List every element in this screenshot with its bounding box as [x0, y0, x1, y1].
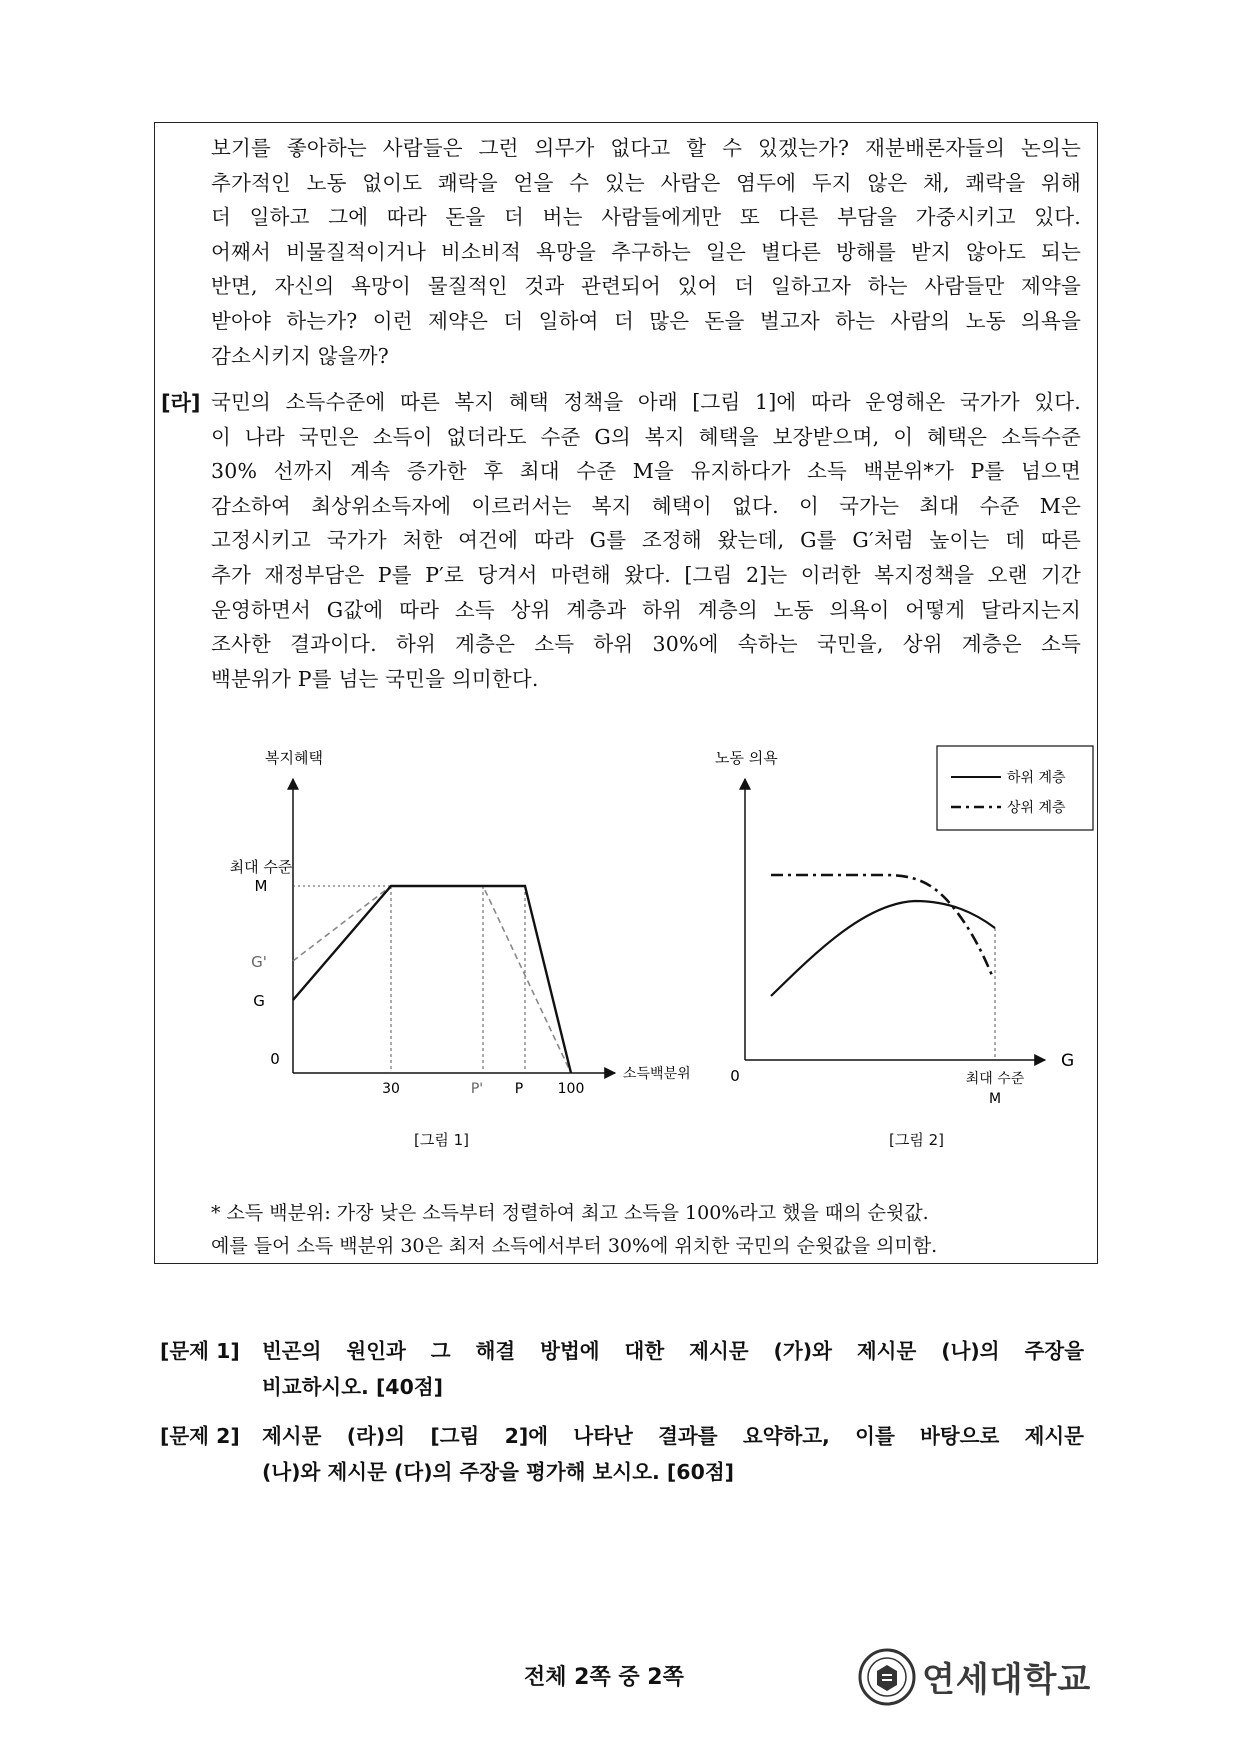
passage-line: 이 나라 국민은 소득이 없더라도 수준 G의 복지 혜택을 보장받으며, 이 혜택은 소득수준 [211, 424, 1081, 449]
fig1-ylabel: 복지혜택 [265, 749, 323, 767]
fig2-ylabel: 노동 의욕 [715, 749, 778, 767]
question-line: 비교하시오. [40점] [262, 1375, 444, 1399]
passage-line: 고정시키고 국가가 처한 여건에 따라 G를 조정해 왔는데, G를 G′처럼 높이는 데 따른 [211, 528, 1081, 553]
passage-box [154, 122, 1098, 1264]
fig2-xlabel: G [1061, 1051, 1075, 1071]
fig1-caption: [그림 1] [414, 1131, 469, 1149]
fig2-legend-box [937, 746, 1093, 830]
passage-line: 어째서 비물질적이거나 비소비적 욕망을 추구하는 일은 별다른 방해를 받지 않아도 되는 [211, 239, 1081, 264]
figure1-chart [230, 749, 691, 1097]
fig2-origin: 0 [730, 1067, 740, 1085]
passage-tag-ra: [라] [161, 391, 201, 415]
passage-line: 추가 재정부담은 P를 P′로 당겨서 마련해 왔다. [그림 2]는 이러한 복지정책을 오랜 기간 [211, 562, 1081, 587]
passage-line: 30% 선까지 계속 증가한 후 최대 수준 M을 유지하다가 소득 백분위*가 P를 넘으면 [211, 459, 1081, 484]
fig2-caption: [그림 2] [889, 1131, 944, 1149]
passage-line: 더 일하고 그에 따라 돈을 더 버는 사람들에게만 또 다른 부담을 가중시키고 있다. [211, 205, 1081, 230]
figure2-chart [715, 746, 1093, 1107]
figures-canvas [155, 123, 1099, 1183]
passage-line: 추가적인 노동 없이도 쾌락을 얻을 수 있는 사람은 염두에 두지 않은 채, 쾌락을 위해 [211, 170, 1081, 195]
footnote [211, 1197, 1081, 1263]
fig1-ytick-max-line1: 최대 수준 [229, 858, 293, 876]
footnote-line: 예를 들어 소득 백분위 30은 최저 소득에서부터 30%에 위치한 국민의 순윗값을 의미함. [211, 1235, 938, 1257]
fig1-xlabel: 소득백분위 [623, 1066, 691, 1082]
passage-line: 보기를 좋아하는 사람들은 그런 의무가 없다고 할 수 있겠는가? 재분배론자들의 논의는 [211, 136, 1081, 160]
fig2-legend-upper: 상위 계층 [1007, 800, 1066, 816]
question-label: [문제 2] [160, 1424, 240, 1448]
fig1-xtick-pprime: P' [470, 1081, 484, 1097]
fig1-series-g [293, 886, 571, 1073]
fig1-series-gprime [293, 886, 571, 1073]
fig1-xtick-30: 30 [382, 1081, 400, 1097]
fig2-series-lower [771, 901, 995, 996]
passage-line: 백분위가 P를 넘는 국민을 의미한다. [211, 666, 539, 691]
fig2-xtick-max-line2: M [988, 1091, 1002, 1107]
question-line: 빈곤의 원인과 그 해결 방법에 대한 제시문 (가)와 제시문 (나)의 주장을 [262, 1339, 1084, 1363]
question-line: 제시문 (라)의 [그림 2]에 나타난 결과를 요약하고, 이를 바탕으로 제시문 [262, 1424, 1084, 1448]
fig1-xtick-100: 100 [557, 1081, 585, 1097]
passage-line: 국민의 소득수준에 따른 복지 혜택 정책을 아래 [그림 1]에 따라 운영해온 국가가 있다. [211, 390, 1081, 414]
fig2-legend-lower: 하위 계층 [1007, 770, 1066, 786]
fig1-ytick-max-line2: M [254, 877, 268, 895]
fig2-series-upper [771, 875, 993, 978]
university-logo-text: 연세대학교 [922, 1660, 1092, 1700]
question-label: [문제 1] [160, 1339, 240, 1363]
fig1-xtick-p: P [514, 1081, 524, 1097]
question-line: (나)와 제시문 (다)의 주장을 평가해 보시오. [60점] [262, 1460, 735, 1484]
passage-line: 감소시키지 않을까? [211, 343, 389, 368]
passage-line: 감소하여 최상위소득자에 이르러서는 복지 혜택이 없다. 이 국가는 최대 수준 M은 [211, 493, 1081, 518]
footnote-line: * 소득 백분위: 가장 낮은 소득부터 정렬하여 최고 소득을 100%라고 했을 때의 순윗값. [211, 1202, 929, 1224]
passage-line: 반면, 자신의 욕망이 물질적인 것과 관련되어 있어 더 일하고자 하는 사람들만 제약을 [211, 274, 1081, 299]
fig1-origin: 0 [270, 1050, 280, 1068]
fig1-ytick-g: G [253, 992, 265, 1010]
passage-line: 운영하면서 G값에 따라 소득 상위 계층과 하위 계층의 노동 의욕이 어떻게 달라지는지 [211, 597, 1081, 622]
passage-line: 받아야 하는가? 이런 제약은 더 일하여 더 많은 돈을 벌고자 하는 사람의 노동 의욕을 [211, 308, 1081, 333]
page-number: 전체 2쪽 중 2쪽 [524, 1665, 684, 1690]
fig1-ytick-gprime: G' [251, 953, 267, 971]
passage-line: 조사한 결과이다. 하위 계층은 소득 하위 30%에 속하는 국민을, 상위 계층은 소득 [211, 632, 1081, 657]
fig2-xtick-max-line1: 최대 수준 [965, 1071, 1025, 1087]
